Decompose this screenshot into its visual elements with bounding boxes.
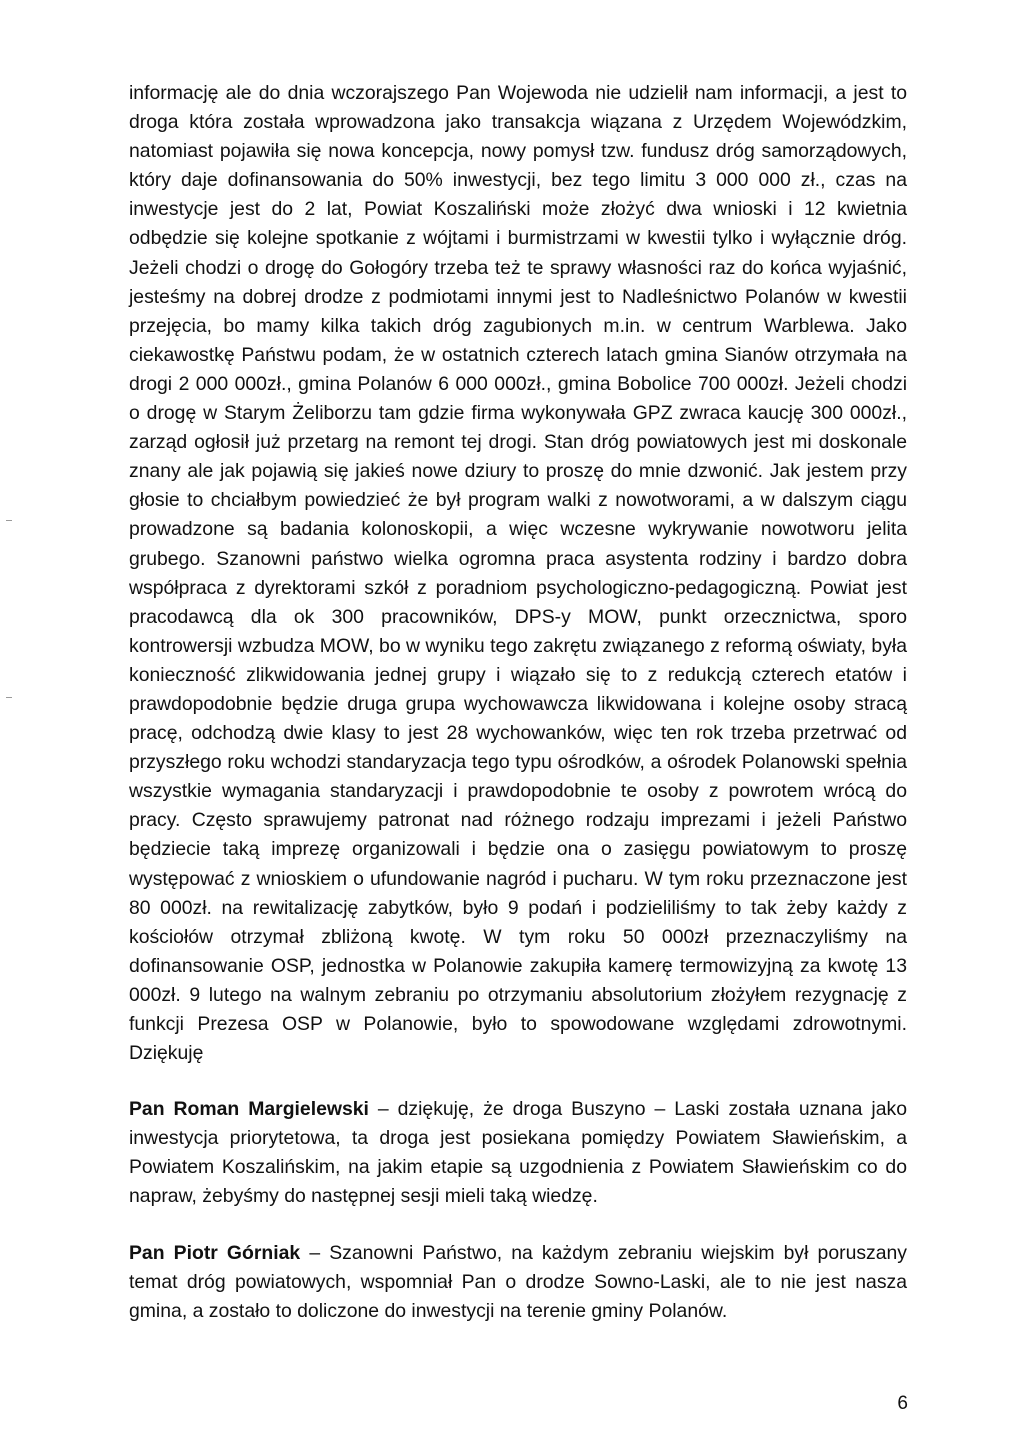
paragraph-roman-margielewski	[129, 1095, 907, 1211]
paragraph-piotr-gorniak	[129, 1239, 907, 1326]
margin-mark	[6, 520, 12, 521]
document-body	[129, 79, 907, 1326]
margin-mark	[6, 697, 12, 698]
paragraph-text: informację ale do dnia wczorajszego Pan Wojewoda nie udzielił nam informacji, a jest to droga która została wprowadzona jako transakcja wiązana z Urzędem Wojewódzkim, natomiast pojawiła się nowa koncepcja, nowy pomysł tzw. fundusz dróg samorządowych, który daje dofinansowania do 50% inwestycji, bez tego limitu 3 000 000 zł., czas na inwestycje jest do 2 lat, Powiat Koszaliński może złożyć dwa wnioski i 12 kwietnia odbędzie się kolejne spotkanie z wójtami i burmistrzami w kwestii tylko i wyłącznie dróg. Jeżeli chodzi o drogę do Gołogóry trzeba też te sprawy własności raz do końca wyjaśnić, jesteśmy na dobrej drodze z podmiotami innymi jest to Nadleśnictwo Polanów w kwestii przejęcia, bo mamy kilka takich dróg zagubionych m.in. w centrum Warblewa. Jako ciekawostkę Państwu podam, że w ostatnich czterech latach gmina Sianów otrzymała na drogi 2 000 000zł., gmina Polanów 6 000 000zł., gmina Bobolice 700 000zł. Jeżeli chodzi o drogę w Starym Żeliborzu tam gdzie firma wykonywała GPZ zwraca kaucję 300 000zł., zarząd ogłosił już przetarg na remont tej drogi. Stan dróg powiatowych jest mi doskonale znany ale jak pojawią się jakieś nowe dziury to proszę do mnie dzwonić. Jak jestem przy głosie to chciałbym powiedzieć że był program walki z nowotworami, a w dalszym ciągu prowadzone są badania kolonoskopii, a więc wczesne wykrywanie nowotworu jelita grubego. Szanowni państwo wielka ogromna praca asystenta rodziny i bardzo dobra współpraca z dyrektorami szkół z poradniom psychologiczno-pedagogiczną. Powiat jest pracodawcą dla ok 300 pracowników, DPS-y MOW, punkt orzecznictwa, sporo kontrowersji wzbudza MOW, bo w wyniku tego zakrętu związanego z reformą oświaty, była konieczność zlikwidowania jednej grupy i wiązało się to z redukcją czterech etatów i prawdopodobnie będzie druga grupa wychowawcza likwidowana i kolejne osoby stracą pracę, odchodzą dwie klasy to jest 28 wychowanków, więc ten rok trzeba przetrwać od przyszłego roku wchodzi standaryzacja tego typu ośrodków, a ośrodek Polanowski spełnia wszystkie wymagania standaryzacji i prawdopodobnie te osoby z powrotem wrócą do pracy. Często sprawujemy patronat nad różnego rodzaju imprezami i jeżeli Państwo będziecie taką imprezę organizowali i będzie ona o zasięgu powiatowym to proszę występować z wnioskiem o ufundowanie nagród i pucharu. W tym roku przeznaczone jest 80 000zł. na rewitalizację zabytków, było 9 podań i podzieliliśmy to tak żeby każdy z kościołów otrzymał zbliżoną kwotę. W tym roku 50 000zł przeznaczyliśmy na dofinansowanie OSP, jednostka w Polanowie zakupiła kamerę termowizyjną za kwotę 13 000zł. 9 lutego na walnym zebraniu po otrzymaniu absolutorium złożyłem rezygnację z funkcji Prezesa OSP w Polanowie, było to spowodowane względami zdrowotnymi. Dziękuję	[129, 82, 907, 1065]
paragraph-text: – dziękuję, że droga Buszyno – Laski została uznana jako inwestycja priorytetowa, ta droga jest posiekana pomiędzy Powiatem Sławieńskim, a Powiatem Koszalińskim, na jakim etapie są uzgodnienia z Powiatem Sławieńskim co do napraw, żebyśmy do następnej sesji mieli taką wiedzę.	[129, 1098, 908, 1208]
page-number: 6	[897, 1393, 908, 1414]
paragraph-statement	[129, 79, 907, 1068]
speaker-name: Pan Roman Margielewski	[129, 1098, 369, 1121]
paragraph-text: – Szanowni Państwo, na każdym zebraniu wiejskim był poruszany temat dróg powiatowych, wspomniał Pan o drodze Sowno-Laski, ale to nie jest nasza gmina, a zostało to doliczone do inwestycji na terenie gminy Polanów.	[129, 1241, 908, 1322]
speaker-name: Pan Piotr Górniak	[129, 1241, 301, 1264]
